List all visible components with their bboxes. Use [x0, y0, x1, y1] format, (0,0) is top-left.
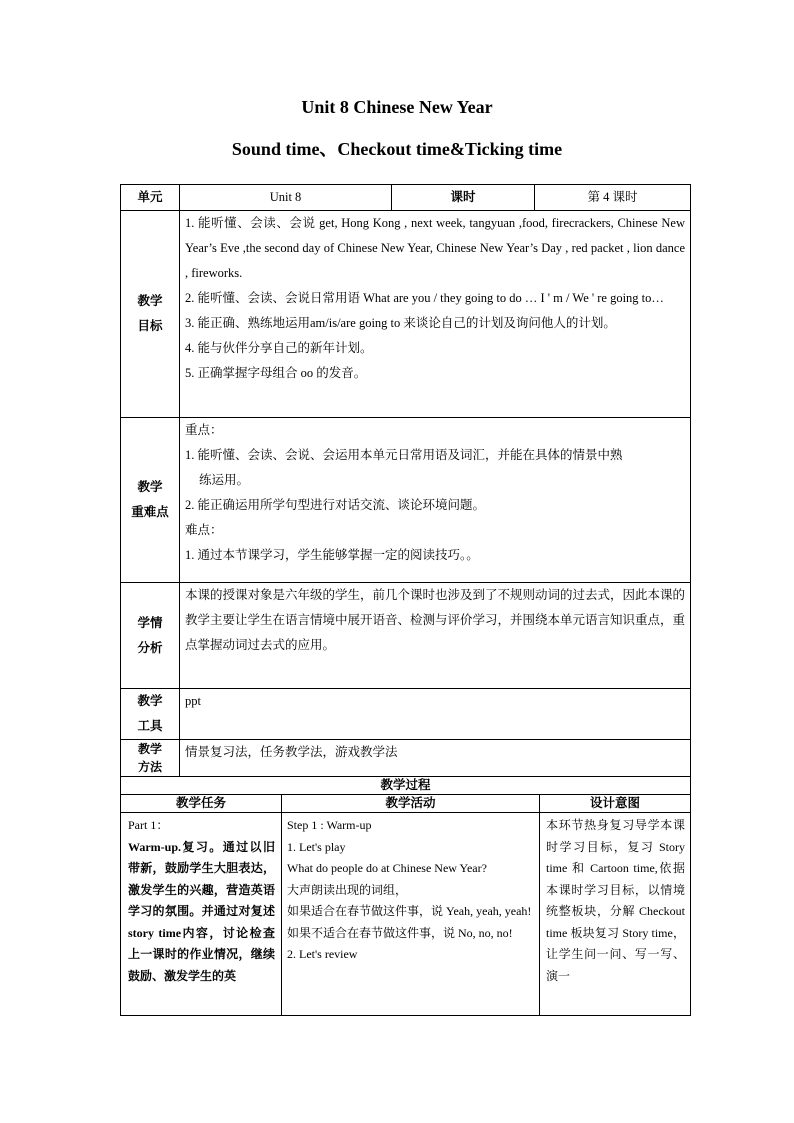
activity-line: Step 1 : Warm-up [287, 818, 372, 832]
activity-line: 1. Let's play [287, 839, 346, 854]
col-task-header: 教学任务 [121, 795, 282, 813]
task-text: Warm-up.复习。通过以旧带新，鼓励学生大胆表达，激发学生的兴趣，营造英语学习的氛围。并通过对复述 story time内容，讨论检查上一课时的作业情况，继续鼓励、激发学生的英 [128, 839, 275, 983]
focus-title: 重点： [185, 423, 223, 437]
period-value: 第 4 课时 [535, 185, 691, 211]
objective-item: 2. 能听懂、会读、会说日常用语 What are you / they going to do … I ' m / We ' re going to… [185, 291, 664, 305]
lesson-plan-table [120, 184, 691, 1016]
activity-line: 2. Let's review [287, 947, 358, 961]
difficulty-title: 难点： [185, 523, 223, 537]
document-title: Unit 8 Chinese New Year [301, 97, 493, 117]
objective-item: 5. 正确掌握字母组合 oo 的发音。 [185, 366, 367, 380]
objective-item: 1. 能听懂、会读、会说 get, Hong Kong , next week, tangyuan ,food, firecrackers, Chinese New Year’s Eve ,the second day of Chinese New Year, Chinese New Year’s Day , red packet , lion dance , fireworks. [185, 216, 685, 280]
tools-value: ppt [180, 689, 691, 740]
task-cell [121, 813, 282, 1016]
key-points-label: 教学 重难点 [121, 418, 180, 583]
col-activity-header: 教学活动 [282, 795, 540, 813]
difficulty-item: 1. 通过本节课学习，学生能够掌握一定的阅读技巧。。 [185, 548, 479, 562]
analysis-label: 学情 分析 [121, 583, 180, 689]
activity-line: 如果适合在春节做这件事，说 Yeah, yeah, yeah! [287, 904, 532, 918]
focus-item-continued: 练运用。 [199, 473, 250, 487]
period-label: 课时 [392, 185, 535, 211]
objectives-label: 教学 目标 [121, 211, 180, 418]
unit-value: Unit 8 [180, 185, 392, 211]
tools-label: 教学 工具 [121, 689, 180, 740]
methods-label: 教学 方法 [121, 740, 180, 777]
process-title: 教学过程 [121, 777, 691, 795]
activity-cell [282, 813, 540, 1016]
objective-item: 3. 能正确、熟练地运用am/is/are going to 来谈论自己的计划及询问他人的计划。 [185, 316, 616, 330]
activity-line: What do people do at Chinese New Year? [287, 861, 487, 875]
methods-value: 情景复习法，任务教学法，游戏教学法 [180, 740, 691, 777]
key-points-content [180, 418, 691, 583]
objectives-content [180, 211, 691, 418]
activity-line: 大声朗读出现的词组， [287, 882, 408, 897]
activity-line: 如果不适合在春节做这件事，说 No, no, no! [287, 925, 513, 940]
intent-cell: 本环节热身复习导学本课时学习目标，复习 Story time 和 Cartoon time,依据本课时学习目标，以情境统整板块，分解 Checkout time 板块复习 Story time，让学生问一问、写一写、演一 [540, 813, 691, 1016]
focus-item: 1. 能听懂、会读、会说、会运用本单元日常用语及词汇，并能在具体的情景中熟 [185, 448, 623, 462]
task-part: Part 1： [128, 818, 169, 832]
col-intent-header: 设计意图 [540, 795, 691, 813]
unit-label: 单元 [121, 185, 180, 211]
objective-item: 4. 能与伙伴分享自己的新年计划。 [185, 341, 373, 355]
analysis-content: 本课的授课对象是六年级的学生，前几个课时也涉及到了不规则动词的过去式，因此本课的教学主要让学生在语言情境中展开语音、检测与评价学习，并围绕本单元语言知识重点，重点掌握动词过去式的应用。 [180, 583, 691, 689]
focus-item: 2. 能正确运用所学句型进行对话交流、谈论环境问题。 [185, 498, 486, 512]
document-subtitle: Sound time、Checkout time&Ticking time [231, 139, 563, 159]
